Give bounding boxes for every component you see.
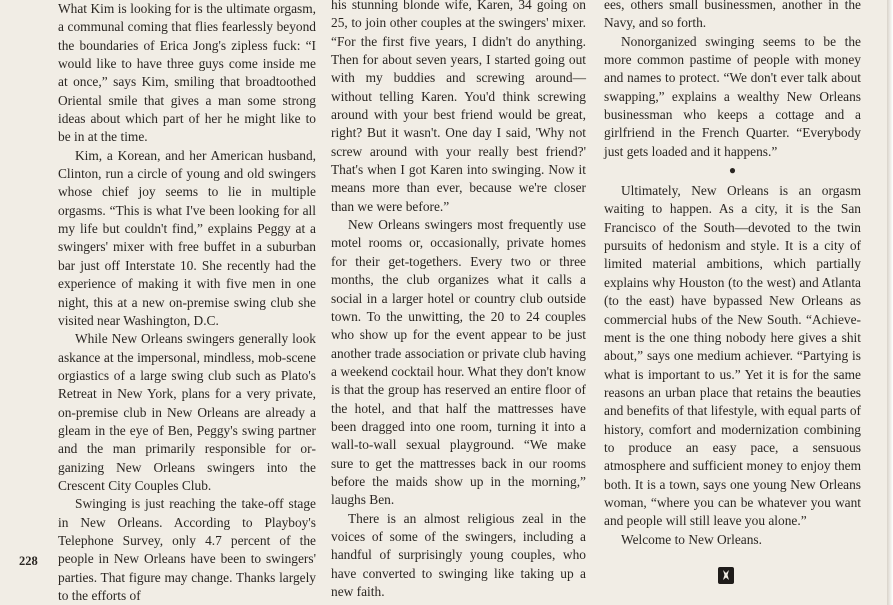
paragraph: ees, others small businessmen, another in the Navy, and so forth. <box>604 0 861 31</box>
paragraph: his stunning blonde wife, Karen, 34 going on 25, to join other couples at the swingers' mixer. “For the first five years, I didn't do anything. Then for about seven years, I started going out with my buddies and screwing around—without telling Karen. You'd think screwing around with your best friend would be great, right? But it wasn't. One day I said, 'Why not screw around with your really best friend?' That's when I got Karen into swinging. Now it means more than ever, because we're closer than we were before.” <box>331 0 586 214</box>
paragraph: What Kim is looking for is the ultimate orgasm, a communal coming that flies fearlessly beyond the boundaries of Erica Jong's zipless fuck: “I would like to have three guys come inside me at once,” says Kim, smiling that broadtoothed Oriental smile that gives a man some strong ideas about which part of her he might like to be in at the time. <box>58 1 316 145</box>
paragraph: New Orleans swingers most frequently use motel rooms or, occasionally, private homes for their get-togethers. Every two or three months, the club organizes what it calls a social in a larger hotel or country club outside town. To the unwitting, the 20 to 24 couples who show up for the event appear to be just another trade association or private club having a weekend cocktail hour. What they don't know is that the group has reserved an entire floor of the hotel, and that half the mattresses have been dragged into one room, turning it into a wall-to-wall sexual playground. “We make sure to get the mattresses back in our rooms before the maids show up in the morning,” laughs Ben. <box>331 217 586 508</box>
article-column-2 <box>331 0 586 601</box>
page-number: 228 <box>19 554 38 568</box>
paragraph: Swinging is just reaching the take-off stage in New Orleans. According to Playboy's Telephone Survey, only 4.7 percent of the people in New Orleans have been to swingers' parties. That figure may change. Thanks largely to the efforts of <box>58 496 316 603</box>
paragraph: Nonorganized swinging seems to be the more common pastime of people with money and names to protect. “We don't ever talk about swapping,” explains a wealthy New Orleans businessman who keeps a cottage and a girlfriend in the French Quarter. “Everybody just gets loaded and it happens.” <box>604 33 861 159</box>
page-edge <box>887 0 893 605</box>
article-column-3 <box>604 0 861 549</box>
paragraph: Ultimately, New Orleans is an orgasm waiting to happen. As a city, it is the San Francisco of the South—devoted to the twin pursuits of hedonism and style. It is a city of limited material ambitions, which partially explains why Houston (to the west) and Atlanta (to the east) have bypassed New Orleans as commercial hubs of the New South. “Achievement is the one thing nobody here gives a shit about,” says one medium achiever. “Partying is what is important to us.” Yet it is for the same reasons an urban place that retains the beauties and benefits of that lifestyle, with equal parts of history, comfort and modernization combining to produce an easy pace, a sensuous atmosphere and sufficient money to enjoy them both. It is a town, says one young New Orleans woman, “where you can be whatever you want and people will still leave you alone.” <box>604 183 861 529</box>
rabbit-head-end-mark-icon <box>718 567 734 584</box>
article-column-1 <box>58 0 316 605</box>
section-break-bullet: ● <box>728 163 737 178</box>
paragraph: While New Orleans swingers generally look askance at the impersonal, mindless, mob-scene orgiastics of a large swing club such as Plato's Retreat in New York, plans for a very private, on-premise club in New Orleans are already a gleam in the eye of Ben, Peggy's swing partner and the man primarily responsible for organizing New Orleans swingers into the Crescent City Couples Club. <box>58 331 316 493</box>
paragraph: Welcome to New Orleans. <box>621 531 762 547</box>
paragraph: Kim, a Korean, and her American husband, Clinton, run a circle of young and old swingers whose chief joy seems to lie in multiple orgasms. “This is what I've been looking for all my life but couldn't find,” explains Peggy at a swingers' mixer with free buffet in a suburban bar just off Interstate 10. She recently had the experience of making it with five men in one night, this at a new on-premise swing club she visited near Washington, D.C. <box>58 147 316 328</box>
paragraph: There is an almost religious zeal in the voices of some of the swingers, including a handful of surprisingly young couples, who have converted to swinging like taking up a new faith. <box>331 510 586 599</box>
